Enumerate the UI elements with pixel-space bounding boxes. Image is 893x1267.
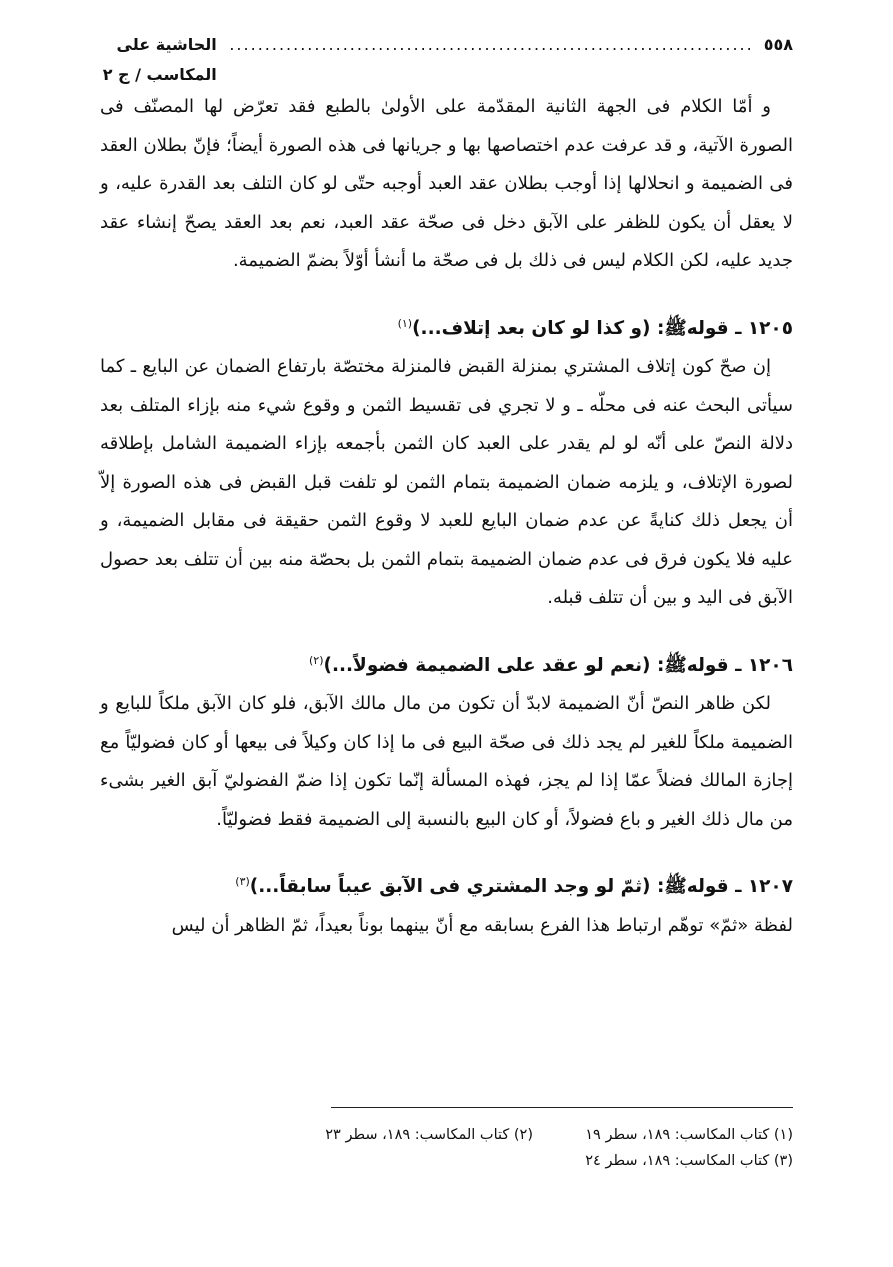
footnote-ref: (٢) <box>309 653 324 667</box>
heading-number: ١٢٠٧ ـ <box>735 876 793 898</box>
main-text <box>100 88 793 945</box>
paragraph: لفظة «ثمّ» توهّم ارتباط هذا الفرع بسابقه مع أنّ بينهما بوناً بعيداً، ثمّ الظاهر أن ليس <box>171 914 793 936</box>
page-number: ٥٥٨ <box>763 35 793 54</box>
footnote-item: (٣) كتاب المكاسب: ١٨٩، سطر ٢٤ <box>585 1153 793 1169</box>
heading-quote: : (نعم لو عقد على الضميمة فضولاً...) <box>323 654 665 676</box>
footnote-separator <box>331 1107 793 1108</box>
heading-number: ١٢٠٦ ـ <box>735 654 793 676</box>
heading-label: قوله <box>686 876 729 898</box>
paragraph: إن صحّ كون إتلاف المشتري بمنزلة القبض فالمنزلة مختصّة بارتفاع الضمان عن البايع ـ كما سيأتى البحث عنه فى محلّه ـ و لا تجري فى تقسيط الثمن و وقوع شيء منه بإزاء المتلف بعد دلالة النصّ على أنّه لو لم يقدر على العبد كان الثمن بأجمعه بإزاء الضميمة الشامل بإطلاقه لصورة الإتلاف، و يلزمه ضمان الضميمة بتمام الثمن لو تلفت قبل القبض فى هذه الصورة إلاّ أن يجعل ذلك كنايةً عن عدم ضمان البايع للعبد لا وقوع الثمن حقيقة فى مقابل الضميمة، و عليه فلا يكون فرق فى عدم ضمان الضميمة بتمام الثمن بل بحصّة منه بين أن تتلف بعد حصول الآبق فى اليد و بين أن تتلف قبله. <box>100 356 793 609</box>
book-page <box>100 30 793 1227</box>
heading-quote: : (و كذا لو كان بعد إتلاف...) <box>412 317 665 339</box>
footnotes <box>100 1122 793 1174</box>
footnote-item: (٢) كتاب المكاسب: ١٨٩، سطر ٢٣ <box>325 1127 533 1143</box>
running-header <box>100 30 793 84</box>
paragraph: لكن ظاهر النصّ أنّ الضميمة لابدّ أن تكون من مال مالك الآبق، فلو كان الآبق ملكاً للبايع و الضميمة ملكاً للغير لم يجد ذلك فى صحّة البيع فى ما إذا كان وكيلاً فى بيعها أو كان فضوليّاً مع إجازة المالك فضلاً عمّا إذا لم يجز، فهذه المسألة إنّما تكون إذا ضمّ الفضوليّ آبق الغير بشىء من مال ذلك الغير و باع فضولاً، أو كان البيع بالنسبة إلى الضميمة فقط فضوليّاً. <box>100 693 793 830</box>
heading-label: قوله <box>686 654 729 676</box>
honorific-glyph: ﷺ <box>664 654 687 676</box>
heading-quote: : (ثمّ لو وجد المشتري فى الآبق عيباً سابقاً...) <box>249 876 665 898</box>
honorific-glyph: ﷺ <box>664 317 687 339</box>
commentary-heading <box>100 305 793 349</box>
commentary-heading <box>100 863 793 907</box>
commentary-heading <box>100 642 793 686</box>
paragraph: و أمّا الكلام فى الجهة الثانية المقدّمة على الأولىٰ بالطبع فقد تعرّض لها المصنّف فى الصورة الآتية، و قد عرفت عدم اختصاصها بها و جريانها فى هذه الصورة أيضاً؛ فإنّ بطلان العقد فى الضميمة و انحلالها إذا أوجب بطلان عقد العبد أوجبه حتّى لو كان التلف بعد القدرة عليه، و لا يعقل أن يكون للظفر على الآبق دخل فى صحّة عقد العبد، نعم بعد العقد يصحّ إنشاء عقد جديد عليه، لكن الكلام ليس فى ذلك بل فى صحّة ما أنشأ أوّلاً بضمّ الضميمة. <box>100 96 793 271</box>
heading-label: قوله <box>686 317 729 339</box>
honorific-glyph: ﷺ <box>664 876 687 898</box>
footnote-ref: (٣) <box>235 875 250 889</box>
header-leader-dots <box>227 30 754 60</box>
heading-number: ١٢٠٥ ـ <box>735 317 793 339</box>
header-title: الحاشية على المكاسب / ج ٢ <box>102 35 217 84</box>
footnote-item: (١) كتاب المكاسب: ١٨٩، سطر ١٩ <box>585 1127 793 1143</box>
footnote-ref: (١) <box>397 316 413 330</box>
